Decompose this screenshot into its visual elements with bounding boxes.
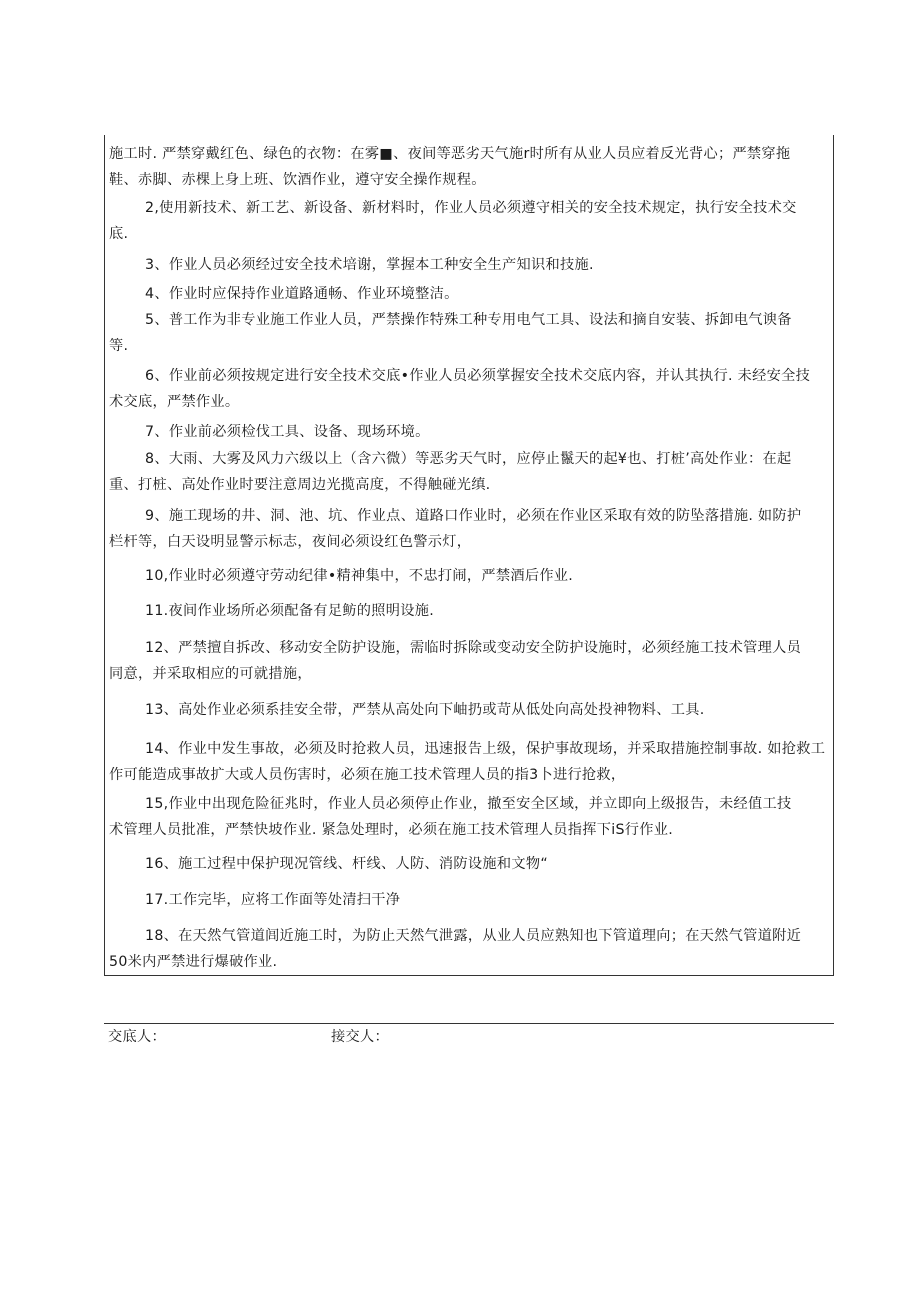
clause-item-6 bbox=[109, 363, 831, 415]
clause-line: 底. bbox=[109, 226, 129, 242]
clause-item-12 bbox=[109, 635, 831, 687]
clause-line: 12、严禁擅自拆改、移动安全防护设施，需临时拆除或变动安全防护设施时，必须经施工技术管理人员 bbox=[145, 640, 802, 656]
handover-person-label: 交底人： bbox=[108, 1029, 166, 1045]
clause-item-7 bbox=[109, 419, 831, 445]
clause-line: 7、作业前必须检伐工具、设备、现场环境。 bbox=[145, 424, 430, 440]
clause-item-2 bbox=[109, 195, 831, 247]
clause-item-0 bbox=[109, 141, 831, 193]
clause-item-8 bbox=[109, 446, 831, 498]
clause-item-4 bbox=[109, 281, 831, 307]
clause-item-18 bbox=[109, 923, 831, 975]
clause-item-9 bbox=[109, 503, 831, 555]
clause-line: 术交底，严禁作业。 bbox=[109, 394, 240, 410]
clause-line: 4、作业时应保持作业道路通畅、作业环境整洁。 bbox=[145, 286, 459, 302]
clause-line: 5、普工作为非专业施工作业人员，严禁操作特殊工种专用电气工具、设法和摘自安装、拆卸电气谀备 bbox=[145, 312, 792, 328]
clause-line: 13、高处作业必须系挂安全带，严禁从高处向下岫扔或苛从低处向高处投神物料、工具. bbox=[145, 702, 705, 718]
clause-line: 15,作业中出现危险征兆时，作业人员必须停止作业，撤至安全区域，并立即向上级报告，未经值工技 bbox=[145, 796, 792, 812]
clause-line: 17.工作完毕，应将工作面等处清扫干净 bbox=[145, 892, 401, 908]
clause-line: 同意，并采取相应的可就措施， bbox=[109, 666, 312, 682]
clause-item-15 bbox=[109, 791, 831, 843]
clause-line: 16、施工过程中保护现况管线、杆线、人防、消防设施和文物“ bbox=[145, 856, 548, 872]
clause-line: 14、作业中发生事故，必须及时抢救人员，迅速报告上级，保护事故现场，并采取措施控制事故. 如抢救工 bbox=[145, 741, 826, 757]
signature-divider bbox=[104, 1023, 834, 1024]
clause-item-17 bbox=[109, 887, 831, 913]
clause-line: 11.夜间作业场所必须配备有足鲂的照明设施. bbox=[145, 603, 435, 619]
receiver-person-label: 接交人： bbox=[331, 1029, 389, 1045]
clause-line: 3、作业人员必须经过安全技术培谢，掌握本工种安全生产知识和技施. bbox=[145, 257, 594, 273]
clause-item-14 bbox=[109, 736, 831, 788]
clause-line: 等. bbox=[109, 338, 129, 354]
clause-line: 施工时. 严禁穿戴红色、绿色的衣物：在雾■、夜间等恶劣天气施r时所有从业人员应着反光背心；严禁穿拖 bbox=[109, 146, 791, 162]
clause-line: 2,使用新技术、新工艺、新设备、新材料时，作业人员必须遵守相关的安全技术规定，执行安全技术交 bbox=[145, 200, 797, 216]
clause-item-11 bbox=[109, 598, 831, 624]
clause-item-3 bbox=[109, 252, 831, 278]
clause-item-16 bbox=[109, 851, 831, 877]
clause-item-5 bbox=[109, 307, 831, 359]
clause-line: 鞋、赤脚、赤棵上身上班、饮酒作业，遵守安全操作规程。 bbox=[109, 172, 486, 188]
clause-item-13 bbox=[109, 697, 831, 723]
clause-line: 作可能造成事故扩大或人员伤害时，必须在施工技术管理人员的指3卜进行抢救， bbox=[109, 767, 626, 783]
clause-line: 18、在天然气管道闾近施工时，为防止天然气泄露，从业人员应熟知也下管道理向；在天然气管道附近 bbox=[145, 928, 802, 944]
clause-line: 9、施工现场的井、洞、池、坑、作业点、道路口作业时，必须在作业区采取有效的防坠落措施. 如防护 bbox=[145, 508, 802, 524]
safety-disclosure-box bbox=[104, 135, 834, 976]
clause-line: 6、作业前必须按规定进行安全技术交底•作业人员必须掌握安全技术交底内容，并认其执行. 未经安全技 bbox=[145, 368, 811, 384]
clause-item-10 bbox=[109, 563, 831, 589]
clause-line: 重、打桩、高处作业时要注意周边光揽高度，不得触碰光缜. bbox=[109, 477, 491, 493]
clause-line: 术管理人员批准，严禁快坡作业. 紧急处理时，必须在施工技术管理人员指挥下iS行作业. bbox=[109, 822, 674, 838]
clause-line: 栏杆等，白天设明显警示标志，夜间必须设红色警示灯， bbox=[109, 534, 472, 550]
clause-line: 10,作业时必须遵守劳动纪律•精神集中，不忠打闹，严禁酒后作业. bbox=[145, 568, 574, 584]
clause-line: 50米内严禁进行爆破作业. bbox=[109, 954, 278, 970]
clause-line: 8、大雨、大雾及风力六级以上（含六微）等恶劣天气时，应停止鬣天的起¥也、打桩’高处作业：在起 bbox=[145, 451, 792, 467]
